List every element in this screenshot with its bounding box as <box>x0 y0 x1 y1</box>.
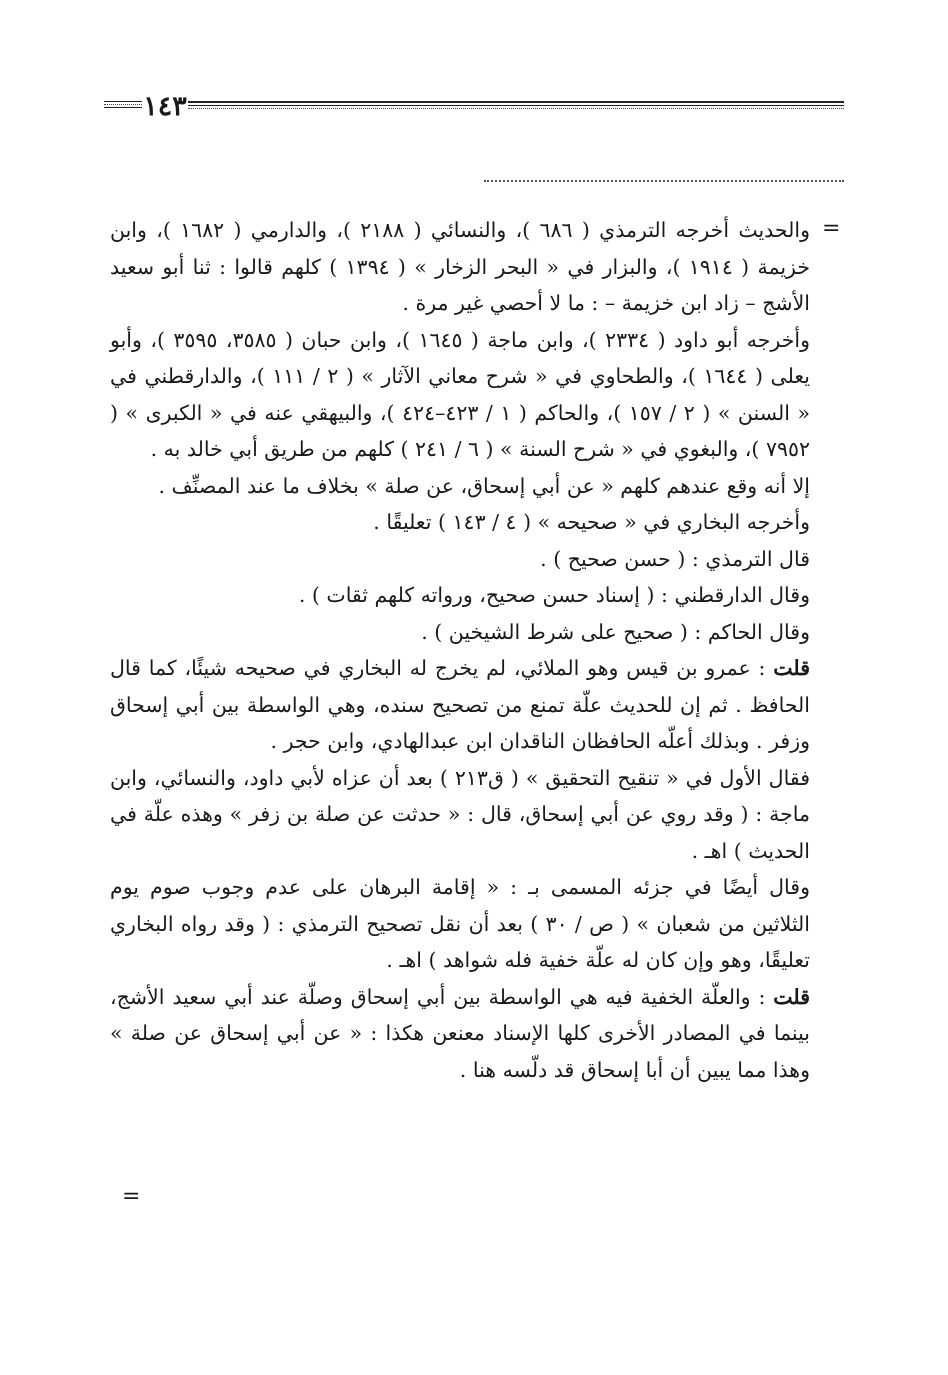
paragraph-5: قال الترمذي : ( حسن صحيح ) . <box>540 546 810 571</box>
paragraph-8: فقال الأول في « تنقيح التحقيق » ( ق٢١٣ ) بعد أن عزاه لأبي داود، والنسائي، وابن ماجة : ( وقد روي عن أبي إسحاق، قال : « حدثت عن صلة بن زفر » وهذه علّة في الحديث ) اهـ . <box>110 765 810 863</box>
header-rule-right <box>188 101 844 111</box>
footnote-separator <box>484 180 844 182</box>
paragraph-4: وأخرجه البخاري في « صحيحه » ( ٤ / ١٤٣ ) تعليقًا . <box>373 510 810 534</box>
paragraph-7: وقال الحاكم : ( صحيح على شرط الشيخين ) . <box>421 619 810 644</box>
note-text-1: : عمرو بن قيس وهو الملائي، لم يخرج له البخاري في صحيحه شيئًا، كما قال الحافظ . ثم إن للحديث علّة تمنع من تصحيح سنده، وهي الواسطة بين أبي إسحاق وزفر . وبذلك أعلّه الحافظان الناقدان ابن عبدالهادي، وابن حجر . <box>110 656 810 753</box>
paragraph-1: والحديث أخرجه الترمذي ( ٦٨٦ )، والنسائي ( ٢١٨٨ )، والدارمي ( ١٦٨٢ )، وابن خزيمة ( ١٩١٤ )، والبزار في « البحر الزخار » ( ١٣٩٤ ) كلهم قالوا : ثنا أبو سعيد الأشج – زاد ابن خزيمة – : ما لا أحصي غير مرة . <box>110 218 811 315</box>
continuation-mark-start: = <box>822 216 841 241</box>
continuation-mark-end: = <box>122 1184 141 1209</box>
note-label-2: قلت <box>773 984 810 1009</box>
note-paragraph-2 <box>110 979 810 1089</box>
page-number: ١٤٣ <box>143 91 187 122</box>
note-label-1: قلت <box>773 656 810 680</box>
page-header <box>104 92 844 126</box>
footnote-text <box>110 212 810 1088</box>
paragraph-9: وقال أيضًا في جزئه المسمى بـ : « إقامة البرهان على عدم وجوب صوم يوم الثلاثين من شعبان » ( ص / ٣٠ ) بعد أن نقل تصحيح الترمذي : ( وقد رواه البخاري تعليقًا، وهو وإن كان له علّة خفية فله شواهد ) اهـ . <box>110 875 810 972</box>
paragraph-2: وأخرجه أبو داود ( ٢٣٣٤ )، وابن ماجة ( ١٦٤٥ )، وابن حبان ( ٣٥٨٥، ٣٥٩٥ )، وأبو يعلى ( ١٦٤٤ )، والطحاوي في « شرح معاني الآثار » ( ٢ / ١١١ )، والدارقطني في « السنن » ( ٢ / ١٥٧ )، والحاكم ( ١ / ٤٢٣–٤٢٤ )، والبيهقي عنه في « الكبرى » ( ٧٩٥٢ )، والبغوي في « شرح السنة » ( ٦ / ٢٤١ ) كلهم من طريق أبي خالد به . <box>110 327 810 461</box>
paragraph-6: وقال الدارقطني : ( إسناد حسن صحيح، ورواته كلهم ثقات ) . <box>298 583 810 607</box>
note-text-2: : والعلّة الخفية فيه هي الواسطة بين أبي إسحاق وصلّة عند أبي سعيد الأشج، بينما في المصادر الأخرى كلها الإسناد معنعن هكذا : « عن أبي إسحاق عن صلة » وهذا مما يبين أن أبا إسحاق قد دلّسه هنا . <box>110 984 810 1082</box>
header-rule-left <box>104 101 142 110</box>
paragraph-3: إلا أنه وقع عندهم كلهم « عن أبي إسحاق، عن صلة » بخلاف ما عند المصنِّف . <box>158 473 810 498</box>
note-paragraph-1 <box>110 650 810 760</box>
